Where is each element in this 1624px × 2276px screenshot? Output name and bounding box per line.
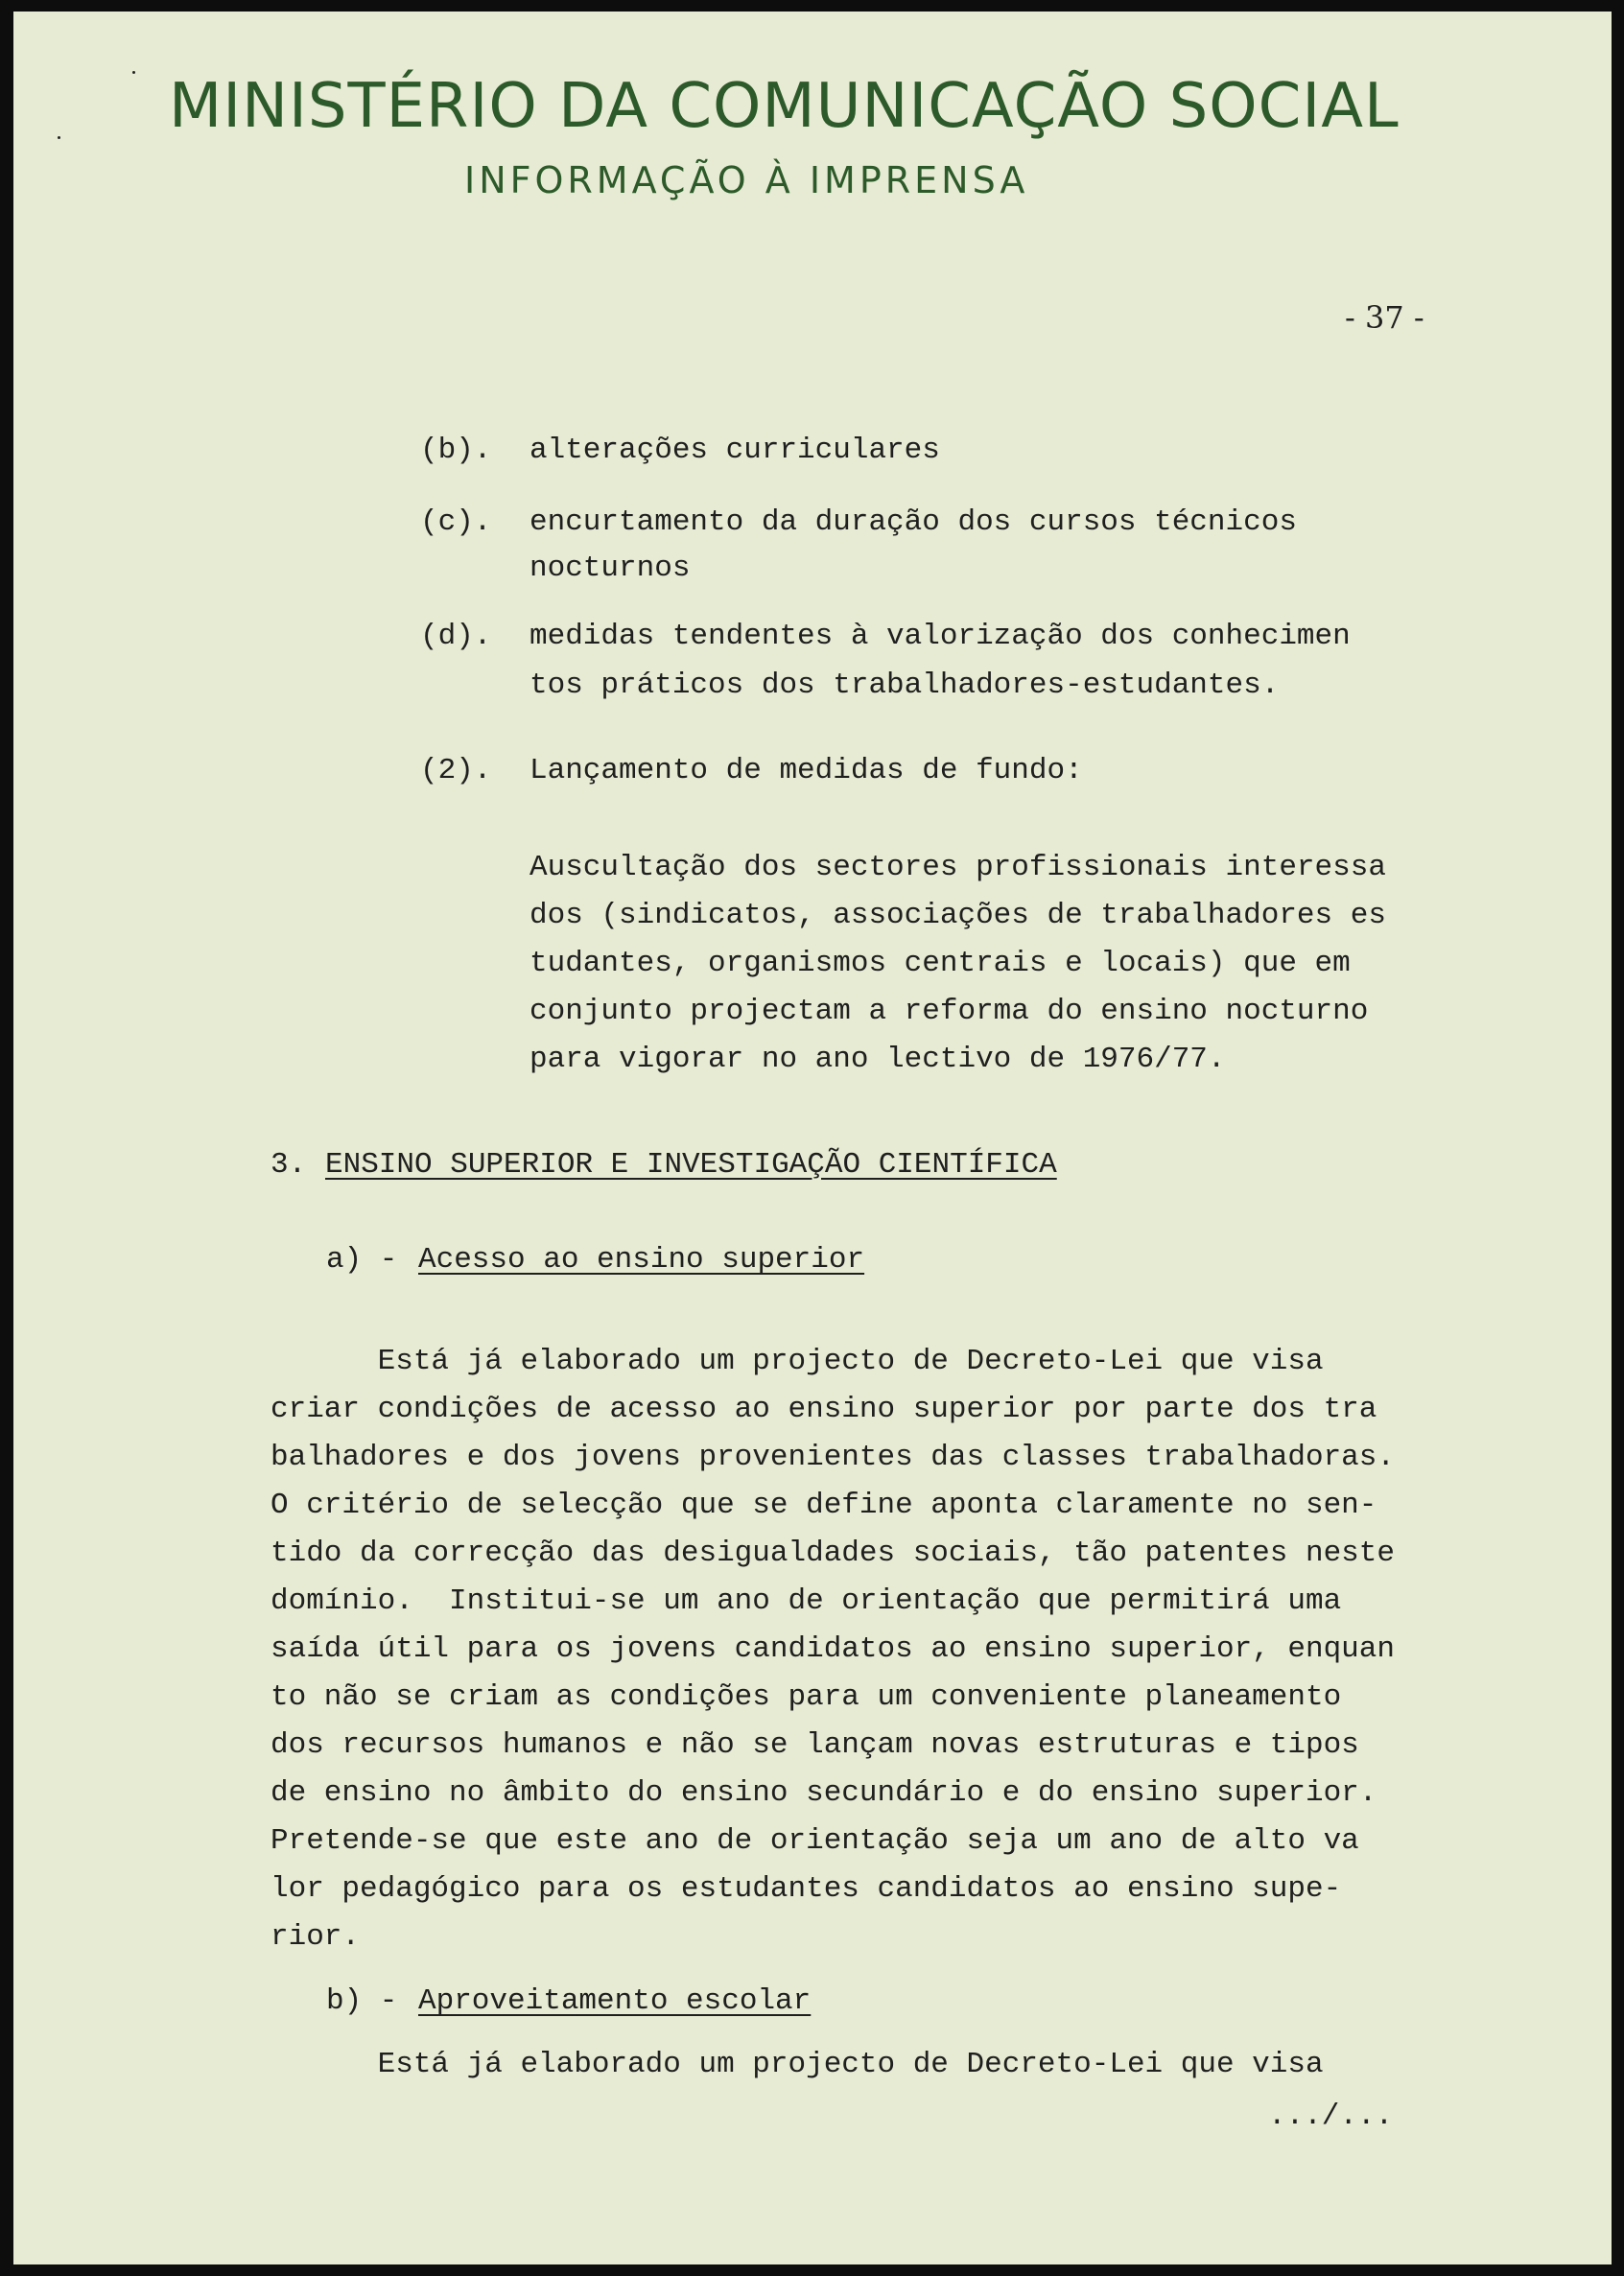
dust-speck <box>132 71 135 74</box>
item-text: nocturnos <box>530 551 691 585</box>
letterhead-department: INFORMAÇÃO À IMPRENSA <box>464 159 1029 201</box>
paragraph-line: tido da correcção das desigualdades sociais, tão patentes neste <box>271 1537 1395 1570</box>
item-marker: (c). <box>420 505 492 539</box>
paragraph-line: rior. <box>271 1920 361 1954</box>
paragraph-line: tudantes, organismos centrais e locais) que em <box>530 947 1351 980</box>
paragraph-line: para vigorar no ano lectivo de 1976/77. <box>530 1043 1226 1076</box>
paragraph-line: de ensino no âmbito do ensino secundário e do ensino superior. <box>271 1776 1377 1810</box>
letterhead-ministry: MINISTÉRIO DA COMUNICAÇÃO SOCIAL <box>169 71 1400 142</box>
item-marker: (b). <box>420 434 492 467</box>
paragraph-line: to não se criam as condições para um conveniente planeamento <box>271 1680 1342 1714</box>
paragraph-line: lor pedagógico para os estudantes candidatos ao ensino supe- <box>271 1872 1342 1906</box>
document-page <box>13 12 1612 2264</box>
dust-speck <box>58 136 60 139</box>
section-number: 3. <box>271 1148 307 1182</box>
page-number: - 37 - <box>1345 299 1424 336</box>
paragraph-line: balhadores e dos jovens provenientes das classes trabalhadoras. <box>271 1441 1395 1474</box>
paragraph-line: criar condições de acesso ao ensino superior por parte dos tra <box>271 1393 1377 1426</box>
item-text: medidas tendentes à valorização dos conhecimen <box>530 620 1351 653</box>
item-text: tos práticos dos trabalhadores-estudantes. <box>530 669 1280 702</box>
paragraph-line: O critério de selecção que se define aponta claramente no sen- <box>271 1489 1377 1522</box>
paragraph-line: Está já elaborado um projecto de Decreto-Lei que visa <box>271 2048 1324 2081</box>
subsection-marker: b) - <box>326 1984 398 2018</box>
subsection-marker: a) - <box>326 1243 398 1277</box>
paragraph-line: Pretende-se que este ano de orientação seja um ano de alto va <box>271 1824 1359 1858</box>
paragraph-line: Está já elaborado um projecto de Decreto-Lei que visa <box>271 1345 1324 1378</box>
paragraph-line: saída útil para os jovens candidatos ao ensino superior, enquan <box>271 1632 1395 1666</box>
item-text: alterações curriculares <box>530 434 940 467</box>
paragraph-line: domínio. Institui-se um ano de orientação que permitirá uma <box>271 1584 1342 1618</box>
subsection-title: Acesso ao ensino superior <box>418 1243 865 1277</box>
paragraph-line: dos recursos humanos e não se lançam novas estruturas e tipos <box>271 1728 1359 1762</box>
section-title: ENSINO SUPERIOR E INVESTIGAÇÃO CIENTÍFICA <box>325 1148 1057 1182</box>
item-text: Lançamento de medidas de fundo: <box>530 754 1083 787</box>
paragraph-line: conjunto projectam a reforma do ensino nocturno <box>530 995 1369 1028</box>
item-marker: (2). <box>420 754 492 787</box>
item-text: encurtamento da duração dos cursos técnicos <box>530 505 1297 539</box>
paragraph-line: Auscultação dos sectores profissionais interessa <box>530 851 1386 884</box>
continuation-marker: .../... <box>1268 2100 1394 2133</box>
item-marker: (d). <box>420 620 492 653</box>
paragraph-line: dos (sindicatos, associações de trabalhadores es <box>530 899 1386 932</box>
subsection-title: Aproveitamento escolar <box>418 1984 812 2018</box>
